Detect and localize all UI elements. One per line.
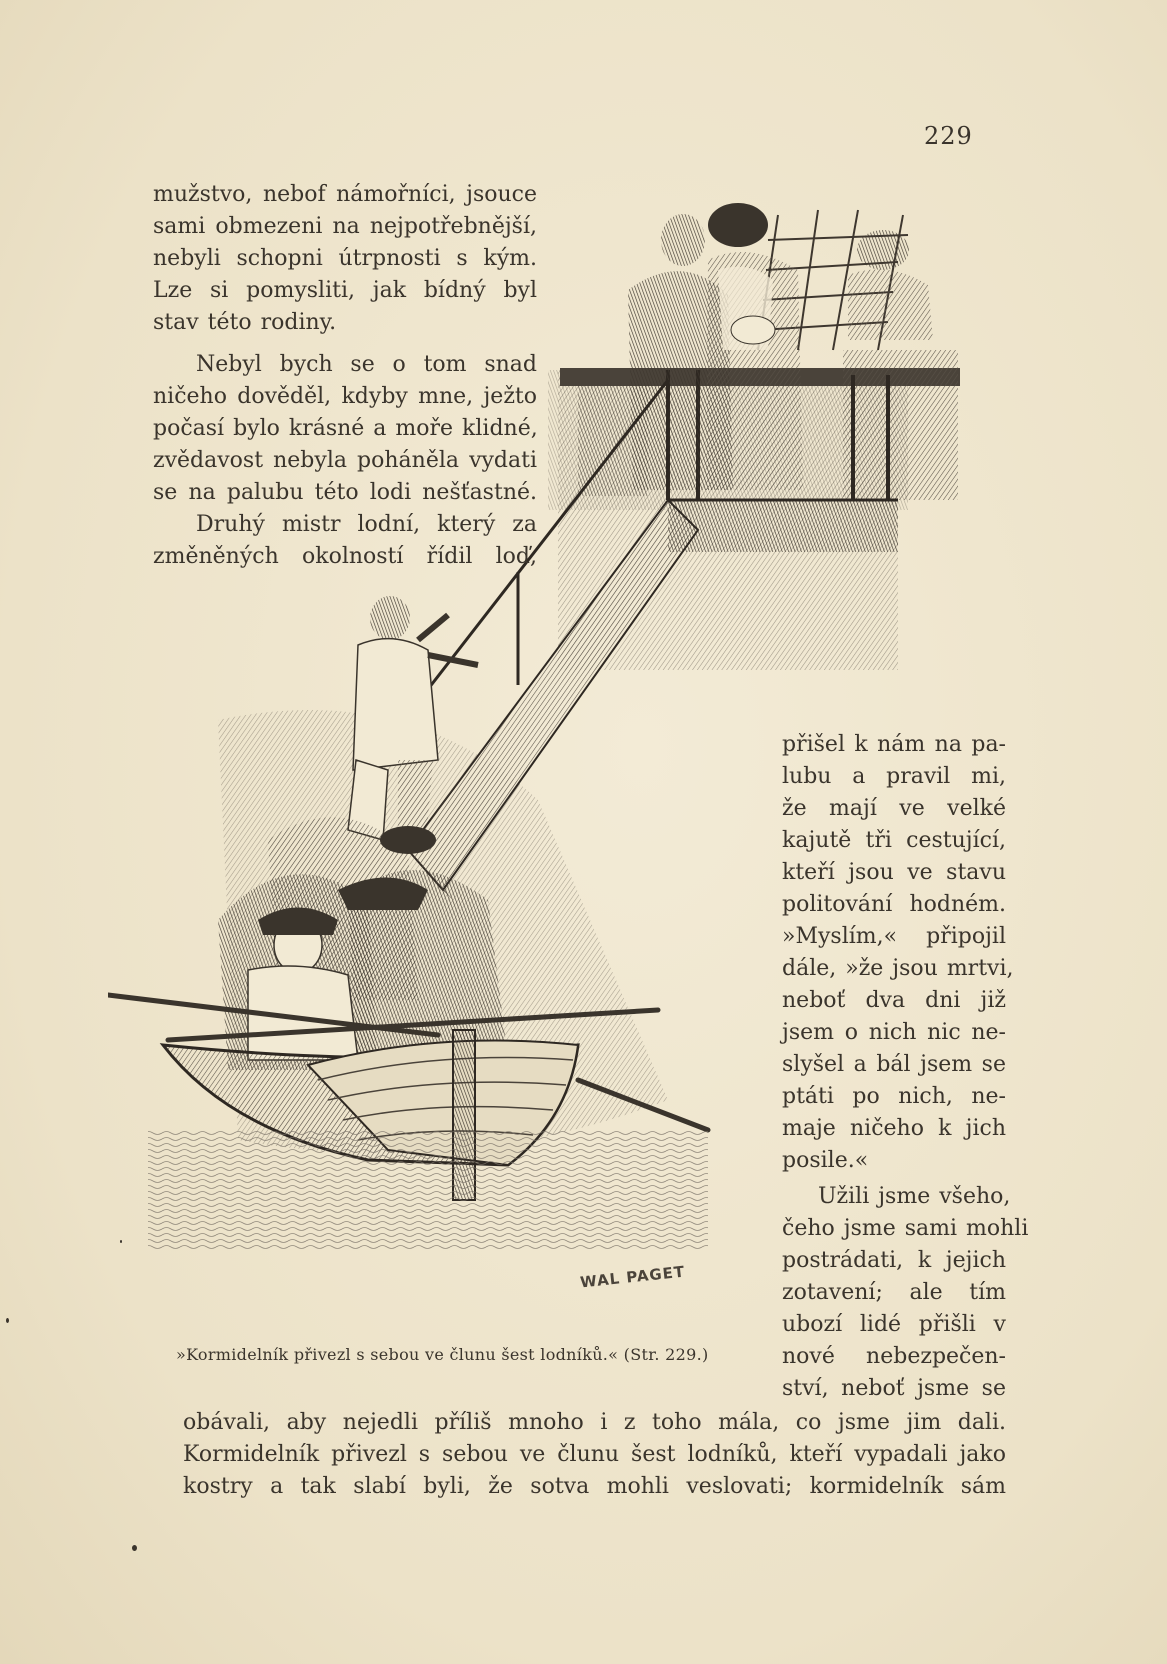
text-line: kostry a tak slabí byli, že sotva mohli veslovati; kormidelník sám	[183, 1474, 1006, 1499]
text-line: sami obmezeni na nejpotřebnější,	[153, 214, 537, 239]
text-line: politování hodném.	[782, 892, 1006, 917]
text-line: čeho jsme sami mohli	[782, 1216, 1029, 1241]
text-line: mužstvo, nebof námořníci, jsouce	[153, 182, 537, 207]
text-line: přišel k nám na pa-	[782, 732, 1006, 757]
text-line: nebyli schopni útrpnosti s kým.	[153, 246, 537, 271]
text-line: jsem o nich nic ne-	[782, 1020, 1006, 1045]
text-line: Druhý mistr lodní, který za	[196, 512, 537, 537]
text-line: změněných okolností řídil loď,	[153, 544, 537, 569]
text-line: »Myslím,« připojil	[782, 924, 1006, 949]
text-line: kajutě tři cestující,	[782, 828, 1006, 853]
text-line: slyšel a bál jsem se	[782, 1052, 1006, 1077]
text-line: Užili jsme všeho,	[818, 1184, 1011, 1209]
text-line: počasí bylo krásné a moře klidné,	[153, 416, 538, 441]
text-line: se na palubu této lodi nešťastné.	[153, 480, 537, 505]
page-number: 229	[924, 122, 973, 150]
paper-speck	[6, 1318, 9, 1323]
text-line: postrádati, k jejich	[782, 1248, 1006, 1273]
text-line: Kormidelník přivezl s sebou ve člunu šest lodníků, kteří vypadali jako	[183, 1442, 1006, 1467]
paper-speck	[120, 1240, 122, 1243]
text-line: nové nebezpečen-	[782, 1344, 1006, 1369]
text-line: že mají ve velké	[782, 796, 1006, 821]
text-line: ubozí lidé přišli v	[782, 1312, 1006, 1337]
text-line: Nebyl bych se o tom snad	[196, 352, 537, 377]
text-line: ničeho dověděl, kdyby mne, ježto	[153, 384, 537, 409]
text-line: zotavení; ale tím	[782, 1280, 1006, 1305]
text-line: neboť dva dni již	[782, 988, 1006, 1013]
text-line: zvědavost nebyla poháněla vydati	[153, 448, 537, 473]
text-line: posile.«	[782, 1148, 869, 1173]
paper-speck	[132, 1545, 137, 1551]
text-line: Lze si pomysliti, jak bídný byl	[153, 278, 537, 303]
illustration-caption: »Kormidelník přivezl s sebou ve člunu šest lodníků.« (Str. 229.)	[176, 1345, 709, 1364]
text-line: kteří jsou ve stavu	[782, 860, 1006, 885]
text-line: ství, neboť jsme se	[782, 1376, 1006, 1401]
text-line: lubu a pravil mi,	[782, 764, 1006, 789]
text-line: maje ničeho k jich	[782, 1116, 1006, 1141]
text-line: obávali, aby nejedli příliš mnoho i z toho mála, co jsme jim dali.	[183, 1410, 1006, 1435]
text-line: ptáti po nich, ne-	[782, 1084, 1006, 1109]
text-line: stav této rodiny.	[153, 310, 337, 335]
artist-signature: WAL PAGET	[579, 1262, 686, 1292]
text-line: dále, »že jsou mrtvi,	[782, 956, 1014, 981]
